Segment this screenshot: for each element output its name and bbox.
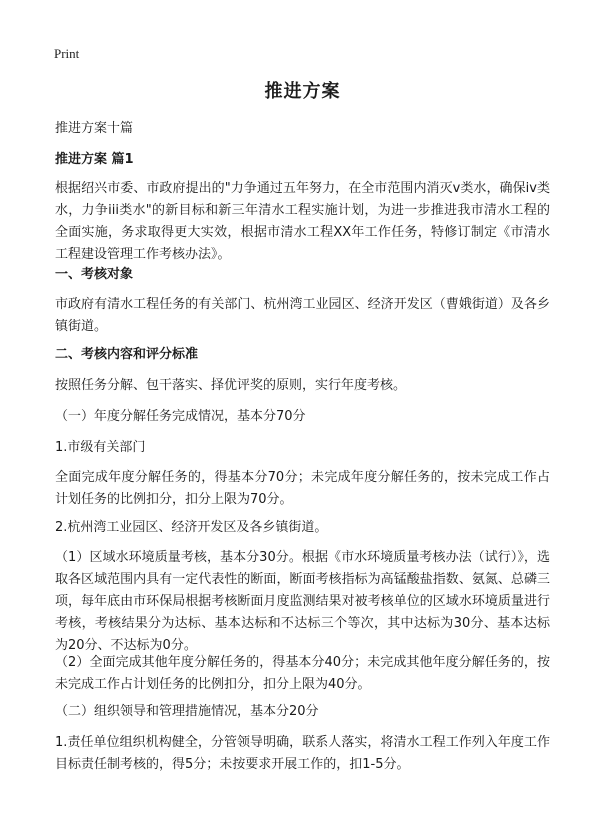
other-tasks-paragraph: （2）全面完成其他年度分解任务的，得基本分40分；未完成其他年度分解任务的，按未完成工作占计划任务的比例扣分，扣分上限为40分。 — [55, 655, 550, 692]
responsibility-paragraph: 1.责任单位组织机构健全，分管领导明确，联系人落实，将清水工程工作列入年度工作目标责任制考核的，得5分；未按要求开展工作的，扣1-5分。 — [55, 735, 550, 772]
item-city-departments: 1.市级有关部门 — [55, 440, 146, 455]
targets-paragraph: 市政府有清水工程任务的有关部门、杭州湾工业园区、经济开发区（曹娥街道）及各乡镇街道。 — [55, 297, 550, 334]
heading-content-and-scoring: 二、考核内容和评分标准 — [55, 347, 199, 362]
document-title: 推进方案 — [264, 81, 341, 102]
print-link[interactable]: Print — [54, 46, 80, 61]
principle-paragraph: 按照任务分解、包干落实、择优评奖的原则，实行年度考核。 — [55, 378, 407, 393]
heading-assessment-targets: 一、考核对象 — [55, 267, 134, 282]
water-quality-paragraph: （1）区域水环境质量考核，基本分30分。根据《市水环境质量考核办法（试行）》，选取各区域范围内具有一定代表性的断面，断面考核指标为高锰酸盐指数、氨氮、总磷三项，每年底由市环保局根据考核断面月度监测结果对被考核单位的区域水环境质量进行考核，考核结果分为达标、基本达标和不达标三个等次，其中达标为30分、基本达标为20分、不达标为0分。 — [55, 550, 550, 653]
item-annual-tasks: （一）年度分解任务完成情况，基本分70分 — [55, 409, 306, 424]
item-organization-leadership: （二）组织领导和管理措施情况，基本分20分 — [55, 704, 319, 719]
section-heading: 推进方案 篇1 — [55, 152, 134, 167]
intro-paragraph: 根据绍兴市委、市政府提出的"力争通过五年努力，在全市范围内消灭v类水，确保iv类水，力争iii类水"的新目标和新三年清水工程实施计划，为进一步推进我市清水工程的全面实施，务求取得更大实效，根据市清水工程XX年工作任务，特修订制定《市清水工程建设管理工作考核办法》。 — [55, 181, 550, 262]
city-departments-paragraph: 全面完成年度分解任务的，得基本分70分；未完成年度分解任务的，按未完成工作占计划任务的比例扣分，扣分上限为70分。 — [55, 470, 550, 507]
document-subtitle: 推进方案十篇 — [55, 121, 134, 136]
item-parks-and-towns: 2.杭州湾工业园区、经济开发区及各乡镇街道。 — [55, 520, 328, 535]
